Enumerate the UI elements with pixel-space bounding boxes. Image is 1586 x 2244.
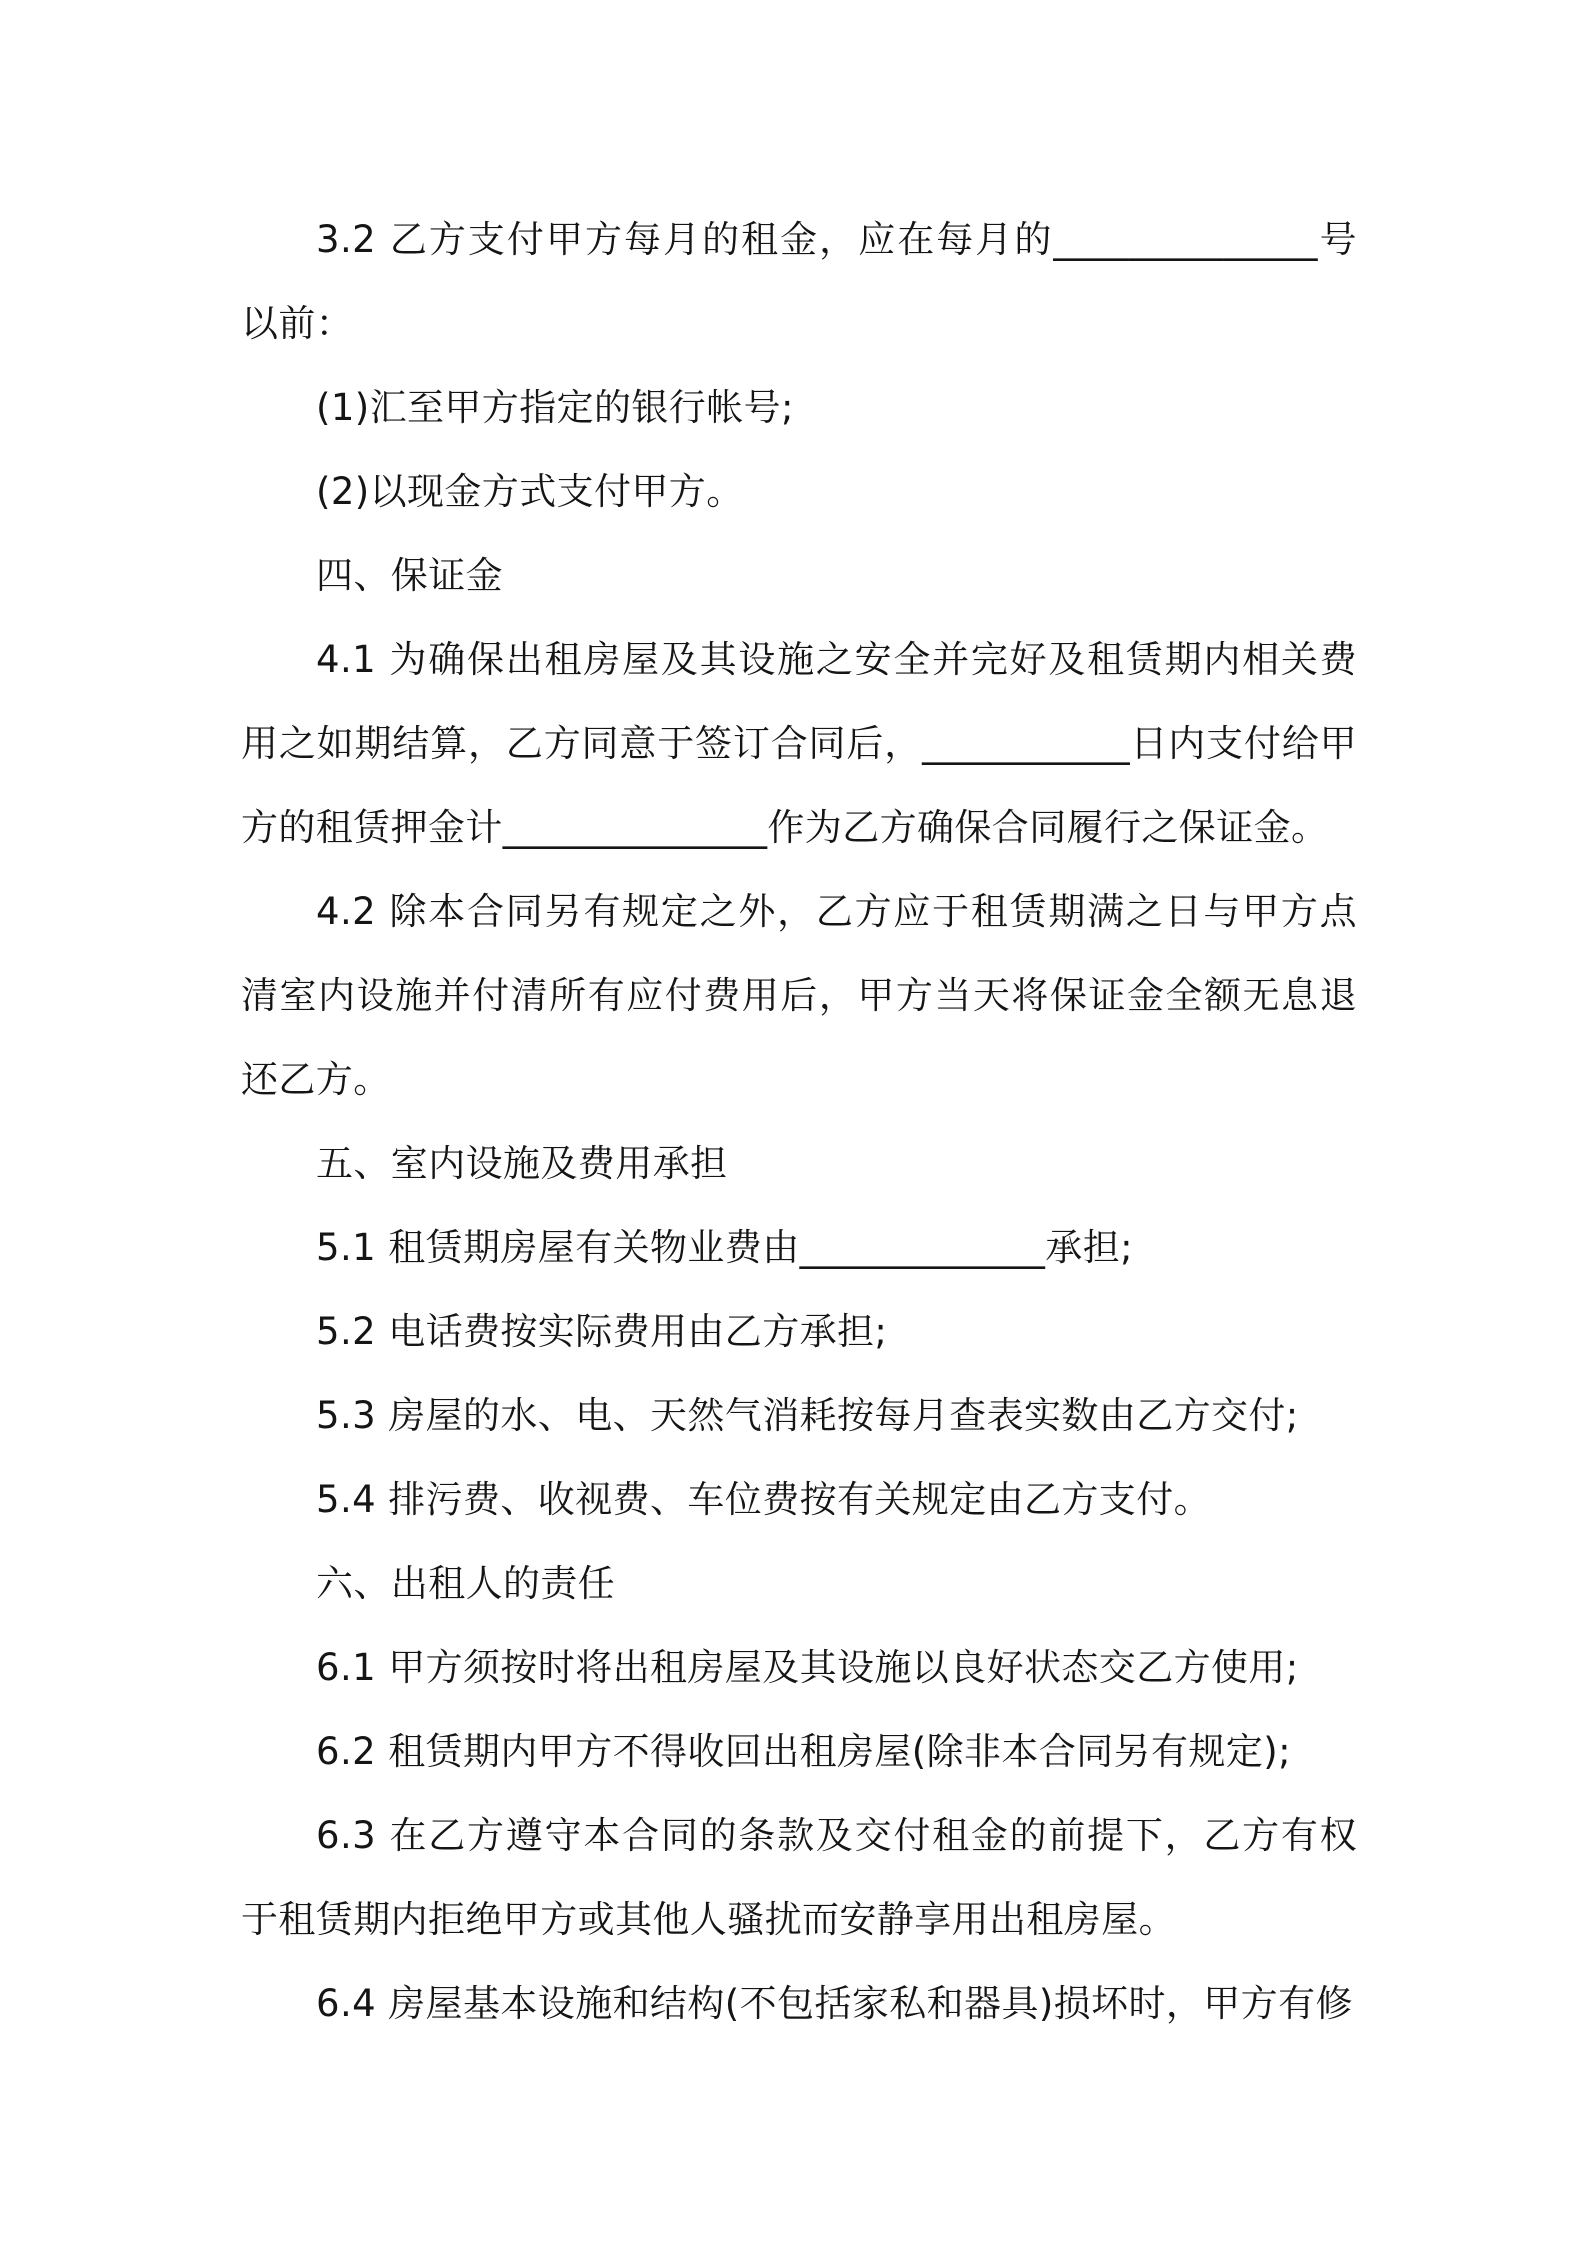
section-heading-deposit: 四、保证金 [316, 554, 503, 597]
clause-5-3: 5.3 房屋的水、电、天然气消耗按每月查表实数由乙方交付; [316, 1394, 1299, 1437]
clause-6-3: 6.3 在乙方遵守本合同的条款及交付租金的前提下，乙方有权于租赁期内拒绝甲方或其他人骚扰而安静享用出租房屋。 [241, 1814, 1357, 1941]
clause-5-2: 5.2 电话费按实际费用由乙方承担; [316, 1310, 888, 1353]
clause-4-1: 4.1 为确保出租房屋及其设施之安全并完好及租赁期内相关费用之如期结算，乙方同意于签订合同后，___________日内支付给甲方的租赁押金计______________作为乙方确保合同履行之保证金。 [241, 638, 1357, 849]
clause-4-2: 4.2 除本合同另有规定之外，乙方应于租赁期满之日与甲方点清室内设施并付清所有应付费用后，甲方当天将保证金全额无息退还乙方。 [241, 890, 1357, 1101]
clause-6-2: 6.2 租赁期内甲方不得收回出租房屋(除非本合同另有规定); [316, 1730, 1291, 1773]
section-heading-facilities: 五、室内设施及费用承担 [316, 1142, 728, 1185]
clause-3-2: 3.2 乙方支付甲方每月的租金，应在每月的______________号以前： [241, 218, 1357, 345]
section-heading-lessor-duties: 六、出租人的责任 [316, 1562, 616, 1605]
payment-option-2: (2)以现金方式支付甲方。 [316, 470, 744, 513]
clause-6-1: 6.1 甲方须按时将出租房屋及其设施以良好状态交乙方使用; [316, 1646, 1299, 1689]
clause-5-4: 5.4 排污费、收视费、车位费按有关规定由乙方支付。 [316, 1478, 1212, 1521]
document-body [241, 198, 1357, 2046]
clause-5-1: 5.1 租赁期房屋有关物业费由_____________承担; [316, 1226, 1133, 1269]
payment-option-1: (1)汇至甲方指定的银行帐号; [316, 386, 794, 429]
clause-6-4: 6.4 房屋基本设施和结构(不包括家私和器具)损坏时，甲方有修 [316, 1982, 1353, 2025]
